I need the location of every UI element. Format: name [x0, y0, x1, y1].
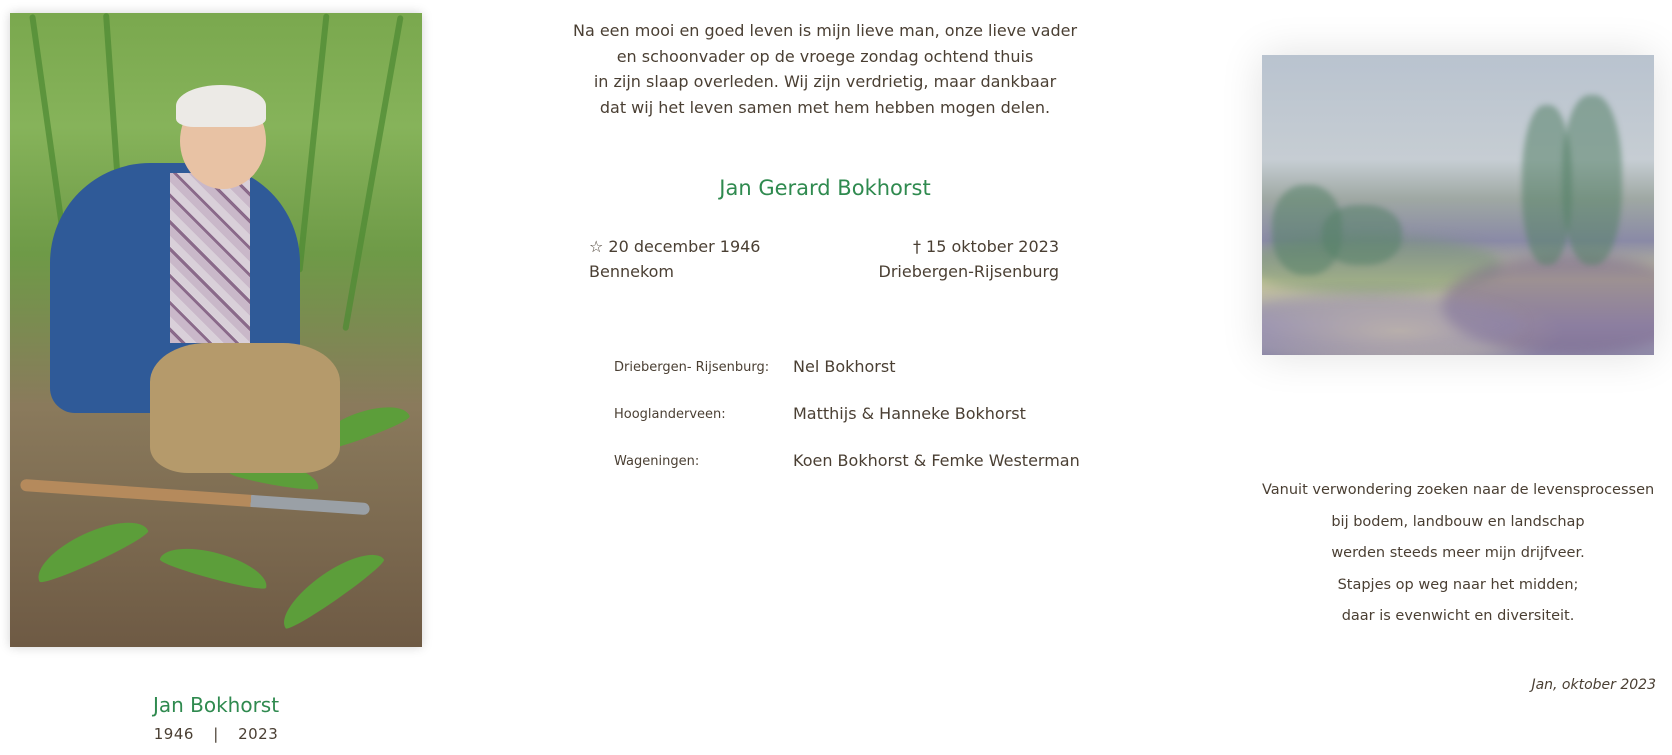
portrait-photo [10, 13, 422, 647]
death-date: † 15 oktober 2023 [912, 237, 1059, 256]
birth-date: ☆ 20 december 1946 [589, 237, 761, 256]
landscape-painting [1262, 55, 1654, 355]
family-names: Matthijs & Hanneke Bokhorst [793, 404, 1026, 423]
photo-caption-name: Jan Bokhorst [152, 693, 280, 717]
motto-line: Stapjes op weg naar het midden; [1337, 576, 1579, 593]
poem-line: en schoonvader op de vroege zondag ochtend thuis [616, 46, 1034, 66]
poem-line: in zijn slaap overleden. Wij zijn verdrietig, maar dankbaar [593, 72, 1057, 91]
motto-signature: Jan, oktober 2023 [1531, 677, 1656, 693]
deceased-full-name: Jan Gerard Bokhorst [719, 176, 931, 200]
birth-year: 1946 [153, 725, 194, 743]
death-info [879, 234, 1059, 284]
family-place: Hooglanderveen: [614, 407, 726, 422]
motto-line: Vanuit verwondering zoeken naar de levensprocessen [1262, 482, 1655, 498]
family-names: Nel Bokhorst [793, 357, 896, 376]
birth-place: Bennekom [589, 262, 675, 281]
poem-line: Na een mooi en goed leven is mijn lieve man, onze lieve vader [572, 21, 1078, 40]
family-place: Wageningen: [614, 454, 700, 469]
family-names: Koen Bokhorst & Femke Westerman [793, 451, 1080, 470]
motto-poem [1262, 475, 1654, 633]
year-separator: | [213, 725, 219, 743]
motto-line: daar is evenwicht en diversiteit. [1341, 608, 1575, 624]
motto-line: bij bodem, landbouw en landschap [1331, 513, 1585, 530]
photo-caption-years [0, 725, 432, 743]
family-place: Driebergen- Rijsenburg: [614, 360, 770, 375]
death-place: Driebergen-Rijsenburg [878, 262, 1059, 281]
birth-info [589, 234, 760, 284]
poem-line: dat wij het leven samen met hem hebben mogen delen. [599, 97, 1051, 117]
death-year: 2023 [238, 725, 279, 743]
motto-line: werden steeds meer mijn drijfveer. [1331, 545, 1585, 561]
opening-poem [560, 18, 1090, 120]
